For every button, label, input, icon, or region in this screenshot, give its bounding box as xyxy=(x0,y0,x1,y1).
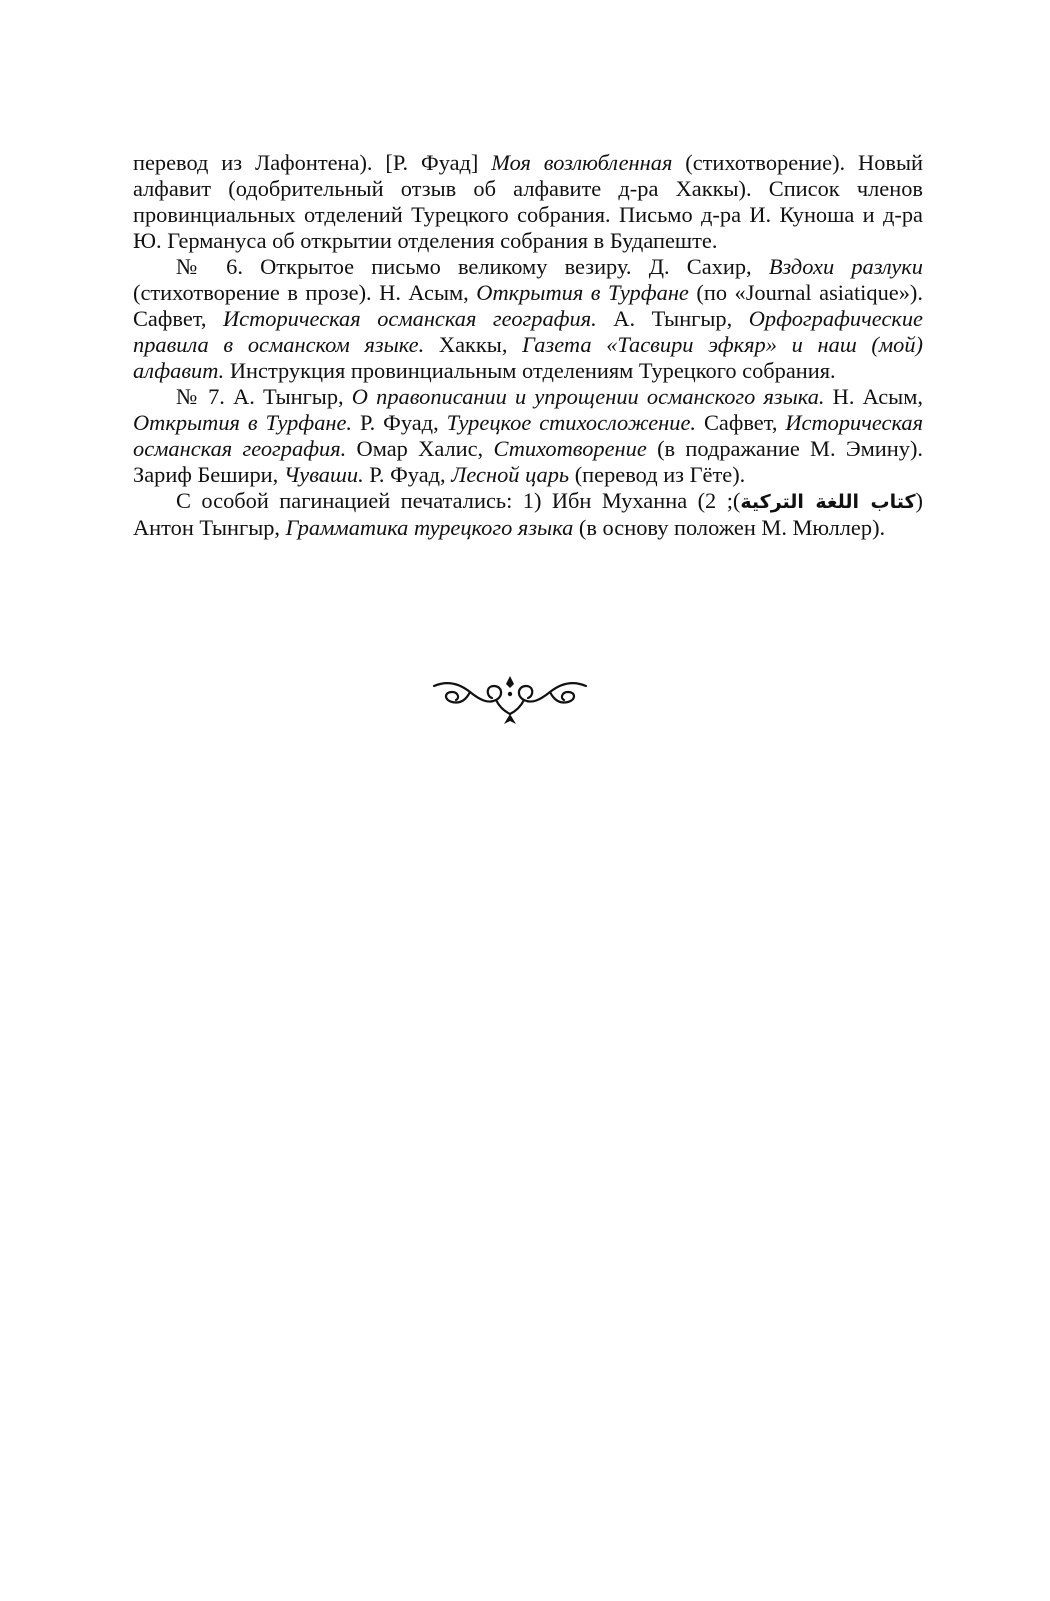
title-italic: Открытия в Турфане xyxy=(476,280,689,305)
text-run: А. Тынгыр, xyxy=(596,306,749,331)
title-italic: О правописании и упрощении османского языка. xyxy=(351,384,825,409)
paragraph-separate-pagination xyxy=(133,488,923,541)
text-run: (перевод из Гёте). xyxy=(569,462,746,487)
text-run: (в подражание М. Эмину). Зариф Бешири, xyxy=(133,436,923,487)
text-run: Хаккы, xyxy=(424,332,523,357)
text-run: Р. Фуад, xyxy=(363,462,452,487)
text-run: Омар Халис, xyxy=(346,436,494,461)
text-run: Инструкция провинциальным отделениям Турецкого собрания. xyxy=(224,358,836,383)
title-italic: Историческая османская география. xyxy=(223,306,597,331)
title-italic: Чуваши. xyxy=(283,462,364,487)
title-italic: Открытия в Турфане. xyxy=(133,410,353,435)
arabic-title: كتاب اللغة التركية xyxy=(740,491,916,513)
title-italic: Турецкое стихосложение. xyxy=(446,410,697,435)
text-run: С особой пагинацией печатались: 1) Ибн Муханна ( xyxy=(176,488,706,513)
paragraph-1 xyxy=(133,150,923,254)
text-run: № 6. Открытое письмо великому везиру. Д. Сахир, xyxy=(176,254,769,279)
text-run: Р. Фуад, xyxy=(352,410,447,435)
text-run: (в основу положен М. Мюллер). xyxy=(573,515,886,540)
text-run: (стихотворение). Новый алфавит (одобрительный отзыв об алфавите д-ра Хаккы). Список членов провинциальных отделений Турецкого собрания. Письмо д-ра И. Куноша и д-ра Ю. Германуса об открытии отделения собрания в Будапеште. xyxy=(133,150,923,253)
title-italic: Газета «Тасвири эфкяр» и наш (мой) алфавит. xyxy=(133,332,924,383)
fleuron-ornament-icon xyxy=(430,670,590,730)
paragraph-issue-6 xyxy=(133,254,923,384)
text-run: (стихотворение в прозе). Н. Асым, xyxy=(133,280,477,305)
text-run: № 7. А. Тынгыр, xyxy=(176,384,352,409)
text-run: Сафвет, xyxy=(696,410,786,435)
document-body xyxy=(133,150,923,541)
title-italic: Историческая османская география. xyxy=(133,410,924,461)
paragraph-issue-7 xyxy=(133,384,923,488)
title-italic: Вздохи разлуки xyxy=(768,254,923,279)
text-run: перевод из Лафонтена). [Р. Фуад] xyxy=(133,150,492,175)
text-run: (по «Journal asiatique»). Сафвет, xyxy=(133,280,923,331)
title-italic: Грамматика турецкого языка xyxy=(285,515,574,540)
document-page xyxy=(133,150,923,541)
text-run: ); 2) Антон Тынгыр, xyxy=(133,488,923,540)
title-italic: Лесной царь xyxy=(451,462,570,487)
title-italic: Орфографические правила в османском языке. xyxy=(133,306,923,357)
title-italic: Моя возлюбленная xyxy=(491,150,673,175)
text-run: Н. Асым, xyxy=(824,384,923,409)
title-italic: Стихотворение xyxy=(493,436,647,461)
